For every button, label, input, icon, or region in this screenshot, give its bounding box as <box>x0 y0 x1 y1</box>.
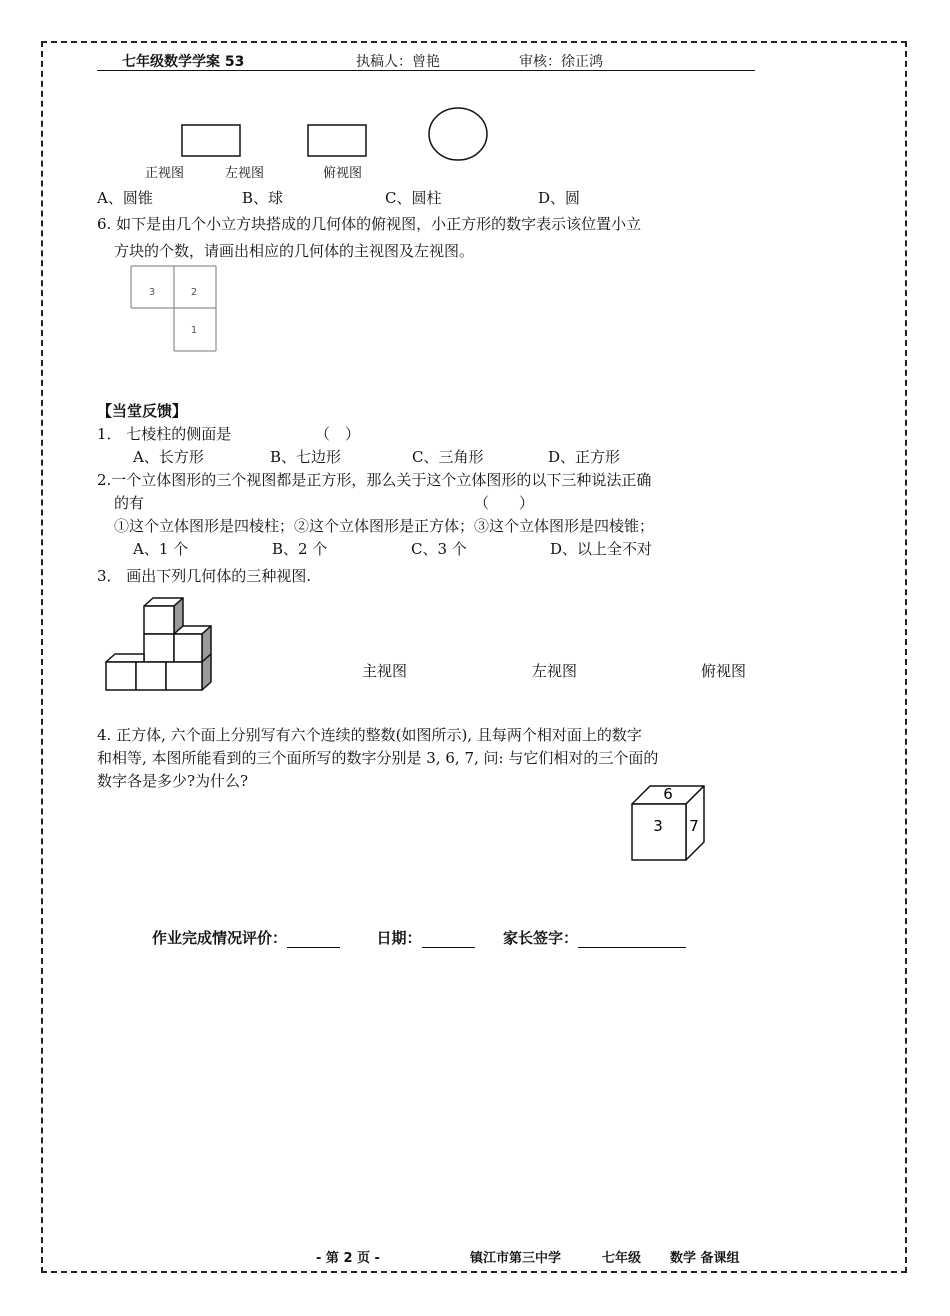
f1-option-a: A、长方形 <box>133 448 204 466</box>
f3-front-view-label: 主视图 <box>362 662 408 680</box>
date-blank[interactable] <box>422 931 475 948</box>
header-reviewer: 审核：徐正鸿 <box>519 54 603 70</box>
q5-option-d: D、圆 <box>538 189 581 207</box>
f2-option-b: B、2 个 <box>272 540 328 558</box>
stacked-cubes-figure <box>100 596 220 700</box>
feedback-heading: 【当堂反馈】 <box>97 402 188 420</box>
f1-option-c: C、三角形 <box>412 448 484 466</box>
front-view-rect <box>182 125 240 156</box>
f2-line1: 2.一个立体图形的三个视图都是正方形，那么关于这个立体图形的以下三种说法正确 <box>97 471 652 489</box>
q6-line2: 方块的个数，请画出相应的几何体的主视图及左视图。 <box>114 242 475 260</box>
date-label: 日期： <box>376 929 422 947</box>
q6-line1: 6. 如下是由几个小立方块搭成的几何体的俯视图，小正方形的数字表示该位置小立 <box>97 215 642 233</box>
grid-cell-1: 3 <box>148 287 156 298</box>
header-title: 七年级数学学案 53 <box>122 54 245 70</box>
three-views-figure <box>140 105 500 185</box>
f3-top-view-label: 俯视图 <box>701 662 747 680</box>
numbered-cube-figure <box>620 780 730 870</box>
f1-option-b: B、七边形 <box>270 448 342 466</box>
f1-option-d: D、正方形 <box>548 448 621 466</box>
top-view-grid <box>128 263 223 358</box>
q5-option-c: C、圆柱 <box>385 189 442 207</box>
f2-option-a: A、1 个 <box>133 540 189 558</box>
footer-page-number: - 第 2 页 - <box>316 1251 380 1266</box>
grid-cell-3: 1 <box>190 325 198 336</box>
f2-answer-paren: （ ） <box>474 494 535 512</box>
footer-grade: 七年级 <box>602 1251 642 1266</box>
footer-school: 镇江市第三中学 <box>470 1251 562 1266</box>
header-rule <box>97 70 755 71</box>
evaluation-line <box>152 927 686 948</box>
grid-cell-2: 2 <box>190 287 198 298</box>
f4-line3: 数字各是多少?为什么? <box>97 772 249 790</box>
cube-side-number: 7 <box>689 817 699 835</box>
homework-eval-label: 作业完成情况评价： <box>152 929 288 947</box>
f2-statements: ①这个立体图形是四棱柱；②这个立体图形是正方体；③这个立体图形是四棱锥； <box>114 517 655 535</box>
f3-left-view-label: 左视图 <box>532 662 578 680</box>
q5-option-a: A、圆锥 <box>97 189 153 207</box>
f4-line1: 4. 正方体, 六个面上分别写有六个连续的整数(如图所示), 且每两个相对面上的数字 <box>97 726 642 744</box>
f1-answer-paren: （ ） <box>315 425 361 443</box>
f2-line2: 的有 <box>114 494 145 512</box>
header-author: 执稿人：曾艳 <box>356 54 440 70</box>
f4-line2: 和相等, 本图所能看到的三个面所写的数字分别是 3, 6, 7, 问: 与它们相对的三个面的 <box>97 749 659 767</box>
left-view-label: 左视图 <box>225 166 265 181</box>
f2-option-d: D、以上全不对 <box>550 540 653 558</box>
front-view-label: 正视图 <box>145 166 185 181</box>
footer-group: 数学 备课组 <box>670 1251 740 1266</box>
f2-option-c: C、3 个 <box>411 540 467 558</box>
top-view-rect <box>308 125 366 156</box>
cube-front-number: 3 <box>653 817 663 835</box>
circle-view <box>429 108 487 160</box>
parent-signature-blank[interactable] <box>578 931 686 948</box>
top-view-label: 俯视图 <box>323 166 363 181</box>
parent-signature-label: 家长签字： <box>502 929 578 947</box>
homework-eval-blank[interactable] <box>287 931 340 948</box>
q5-option-b: B、球 <box>242 189 284 207</box>
cube-top-number: 6 <box>663 785 673 803</box>
f3-stem: 3． 画出下列几何体的三种视图. <box>97 567 312 585</box>
f1-stem: 1． 七棱柱的侧面是 <box>97 425 232 443</box>
